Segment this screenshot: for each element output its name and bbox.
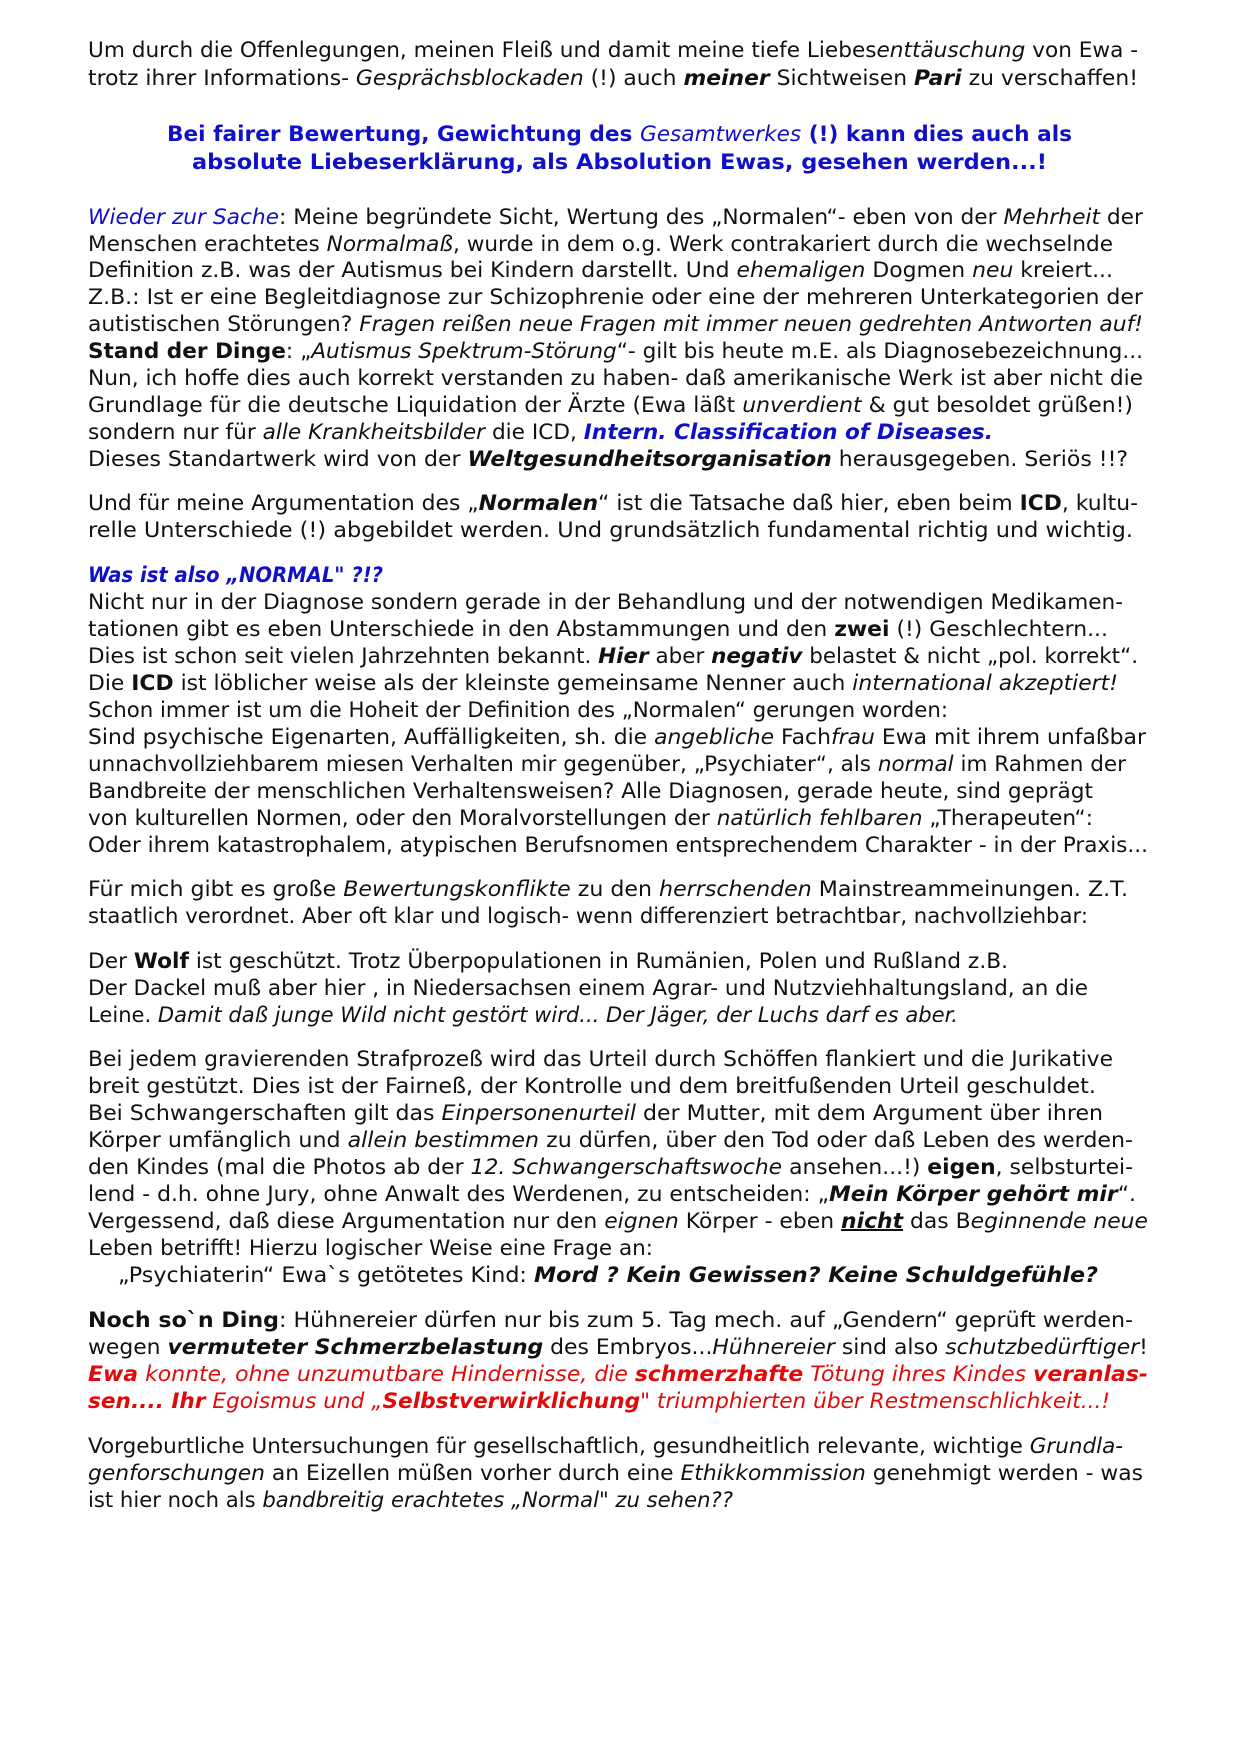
text-run: & gut besoldet grüßen!) [861,393,1133,417]
text-line [88,1433,1123,1459]
text-line [88,1002,958,1028]
text-run: Oder ihrem katastrophalem, atypischen Berufsnomen entsprechendem Charakter - in der Praxis... [88,833,1149,857]
text-run: 12. Schwangerschaftswoche [470,1155,783,1179]
text-line [88,517,1133,543]
text-run: Gesamtwerkes [639,122,802,146]
text-run: absolute Liebeserklärung, als Absolution Ewas, gesehen werden...! [191,150,1047,174]
text-run: der Mutter, mit dem Argument über ihren [636,1101,1103,1125]
text-run: Egoismus und „ [205,1389,383,1413]
text-line [88,670,1118,696]
text-run: wegen [88,1335,168,1359]
text-run: Tötung ihres Kindes [803,1362,1034,1386]
text-run: das B [903,1209,971,1233]
text-run: die ICD, [485,420,584,444]
text-run: herausgegeben. Seriös !!? [831,447,1129,471]
text-run: Weltgesundheitsorganisation [467,447,832,471]
text-line [88,948,1008,974]
text-line [88,805,1093,831]
text-line [88,37,1138,63]
text-run: breit gestützt. Dies ist der Fairneß, der Kontrolle und dem breitfußenden Urteil geschuldet. [88,1074,1096,1098]
text-run: Vergessend, daß diese Argumentation nur den [88,1209,605,1233]
text-run: nicht [841,1209,904,1233]
text-run: : Meine begründete Sicht, Wertung des „Normalen“- eben von der [279,205,1004,229]
text-line [88,643,1138,669]
text-run: Normalen [478,491,599,515]
text-run: eigen [927,1155,996,1179]
text-run: „Psychiaterin“ Ewa`s getötetes Kind: [118,1263,534,1287]
text-run: : Hühnereier dürfen nur bis zum 5. Tag mech. auf „Gendern“ geprüft werden- [278,1308,1133,1332]
text-run: trotz ihrer Informations- [88,66,356,90]
text-line [88,311,1143,337]
text-line [88,365,1143,391]
text-run: ansehen...!) [782,1155,928,1179]
text-run: von Ewa - [1025,38,1139,62]
text-run: Körper umfänglich und [88,1128,348,1152]
text-run: Dogmen [865,258,973,282]
text-run: ICD [131,671,174,695]
text-line [88,284,1143,310]
text-run: Leine. [88,1003,158,1027]
text-run: natürlich fehlbaren [716,806,923,830]
text-run: Nun, ich hoffe dies auch korrekt verstanden zu haben- daß amerikanische Werk ist aber nicht die [88,366,1143,390]
text-run: eginnende neue [970,1209,1148,1233]
text-line [88,616,1108,642]
text-run: zu den [570,877,660,901]
text-line [88,1235,653,1261]
text-run: (!) Geschlechtern... [889,617,1108,641]
text-line [88,589,1123,615]
text-line [88,1127,1133,1153]
text-run: , selbsturtei- [995,1155,1133,1179]
text-run: Wolf [133,949,189,973]
text-run: relle Unterschiede (!) abgebildet werden. Und grundsätzlich fundamental richtig und wichtig. [88,518,1133,542]
text-run: Pari [914,66,962,90]
text-run: Der Dackel muß aber hier , in Niedersachsen einem Agrar- und Nutzviehhaltungsland, an die [88,976,1089,1000]
text-line [88,1154,1133,1180]
text-line [88,751,1126,777]
text-line [88,1307,1133,1333]
text-run: Mainstreammeinungen. Z.T. [811,877,1129,901]
text-run: veranlas- [1033,1362,1149,1386]
text-run: Dies ist schon seit vielen Jahrzehnten bekannt. [88,644,599,668]
text-run: Schon immer ist um die Hoheit der Definition des „Normalen“ gerungen worden: [88,698,949,722]
text-run: im Rahmen der [953,752,1126,776]
text-run: sondern nur für [88,420,263,444]
text-run: autistischen Störungen? [88,312,360,336]
text-run: Ewa [88,1362,139,1386]
text-line [88,724,1146,750]
highlight-heading [0,121,1239,147]
text-run: “. [1117,1182,1137,1206]
text-run: , wurde in dem o.g. Werk contrakariert durch die wechselnde [452,232,1114,256]
text-run: Ethikkommission [680,1461,866,1485]
text-run: “ ist die Tatsache daß hier, eben beim [598,491,1020,515]
text-run: Grundlage für die deutsche Liquidation der Ärzte (Ewa läßt [88,393,743,417]
text-run: Autismus Spektrum-Störung [311,339,617,363]
text-run: alle Krankheitsbilder [262,420,486,444]
text-run: meiner [683,66,770,90]
text-run: ist hier noch als [88,1488,263,1512]
text-line [88,832,1148,858]
text-run: Für mich gibt es große [88,877,344,901]
text-run: ist geschützt. Trotz Überpopulationen in Rumänien, Polen und Rußland z.B. [188,949,1009,973]
text-run: belastet & nicht „pol. korrekt“. [802,644,1139,668]
text-run: Sichtweisen [769,66,915,90]
text-run: angebliche [654,725,775,749]
text-run: , kultu- [1061,491,1138,515]
text-run: tationen gibt es eben Unterschiede in den Abstammungen und den [88,617,835,641]
text-run: unnachvollziehbarem miesen Verhalten mir gegenüber, „Psychiater“, als [88,752,878,776]
text-line [88,1181,1136,1207]
text-run: staatlich verordnet. Aber oft klar und logisch- wenn differenziert betrachtbar, nachvollziehbar: [88,904,1088,928]
text-run: Dieses Standartwerk wird von der [88,447,468,471]
text-run: genehmigt werden - was [865,1461,1143,1485]
text-run: Noch so`n Ding [88,1308,279,1332]
text-line [88,1046,1113,1072]
question-line [118,1262,1098,1288]
text-run: genforschungen [88,1461,265,1485]
text-run: Und für meine Argumentation des „ [88,491,479,515]
text-run: Hühnereier [712,1335,835,1359]
text-run: schutzbedürftiger [945,1335,1140,1359]
text-run: ICD [1019,491,1062,515]
text-run: " triumphierten über Restmenschlichkeit...! [640,1389,1111,1413]
text-run: normal [877,752,954,776]
text-run: Vorgeburtliche Untersuchungen für gesellschaftlich, gesundheitlich relevante, wichtige [88,1434,1030,1458]
text-run: " zu sehen?? [598,1488,733,1512]
text-line [88,490,1138,516]
text-line [88,257,1113,283]
text-line [88,65,1138,91]
text-run: Mehrheit [1003,205,1100,229]
text-run: Bei jedem gravierenden Strafprozeß wird das Urteil durch Schöffen flankiert und die Jurikative [88,1047,1113,1071]
highlight-heading [0,149,1239,175]
section-heading [88,562,383,588]
text-run: eignen [604,1209,679,1233]
text-line [88,1208,1148,1234]
text-line [88,392,1133,418]
text-run: Menschen erachtetes [88,232,327,256]
text-run: konnte, ohne unzumutbare Hindernisse, die [138,1362,635,1386]
text-run: kreiert... [1013,258,1113,282]
text-run: Leben betrifft! Hierzu logischer Weise eine Frage an: [88,1236,653,1260]
text-line [88,419,993,445]
text-run: international akzeptiert! [852,671,1118,695]
text-run: der [1099,205,1143,229]
text-run: unverdient [742,393,862,417]
text-line [88,1460,1143,1486]
text-run: “- gilt bis heute m.E. als Diagnosebezeichnung... [616,339,1143,363]
text-run: Sind psychische Eigenarten, Auffälligkeiten, sh. die [88,725,655,749]
text-run: (!) auch [583,66,684,90]
text-run: an Eizellen müßen vorher durch eine [264,1461,681,1485]
text-run: vermuteter Schmerzbelastung [167,1335,544,1359]
text-run: Ewa mit ihrem unfaßbar [874,725,1146,749]
text-line [88,697,948,723]
text-run: den Kindes (mal die Photos ab der [88,1155,471,1179]
text-run: Einpersonenurteil [441,1101,637,1125]
text-run: Mein Körper gehört mir [828,1182,1118,1206]
text-line [88,446,1128,472]
text-run: Intern. Classification of Diseases. [583,420,993,444]
text-run: Die [88,671,132,695]
text-run: enttäuschung [876,38,1026,62]
text-line [88,876,1128,902]
text-run: zu dürfen, über den Tod oder daß Leben des werden- [539,1128,1134,1152]
text-run: Was ist also „NORMAL" ?!? [88,563,384,587]
text-run: Fach [774,725,831,749]
text-run: herrschenden [659,877,812,901]
text-line [88,1073,1096,1099]
text-run: ehemaligen [736,258,866,282]
text-line [88,1487,733,1513]
text-run: Gesprächsblockaden [355,66,584,90]
text-line [88,975,1088,1001]
text-run: Bandbreite der menschlichen Verhaltensweisen? Alle Diagnosen, gerade heute, sind geprägt [88,779,1093,803]
text-run: aber [648,644,712,668]
text-run: von kulturellen Normen, oder den Moralvorstellungen der [88,806,717,830]
text-run: Wieder zur Sache [88,205,280,229]
red-emphasis-line [88,1388,1110,1414]
text-run: des Embryos... [543,1335,713,1359]
text-line [88,338,1143,364]
text-run: Z.B.: Ist er eine Begleitdiagnose zur Schizophrenie oder eine der mehreren Unterkategorien der [88,285,1143,309]
text-line [88,778,1093,804]
text-run: Mord ? Kein Gewissen? Keine Schuldgefühle? [533,1263,1098,1287]
text-run: Fragen reißen neue Fragen mit immer neuen gedrehten Antworten auf! [359,312,1143,336]
text-run: (!) kann dies auch als [801,122,1073,146]
text-run: lend - d.h. ohne Jury, ohne Anwalt des Werdenen, zu entscheiden: „ [88,1182,829,1206]
text-run: Der [88,949,134,973]
text-run: Körper - eben [678,1209,842,1233]
text-run: Grundla- [1029,1434,1124,1458]
text-run: frau [830,725,875,749]
text-line [88,1100,1103,1126]
text-run: schmerzhafte [634,1362,804,1386]
text-run: Hier [598,644,649,668]
text-run: „Therapeuten“: [922,806,1094,830]
text-run: Nicht nur in der Diagnose sondern gerade in der Behandlung und der notwendigen Medikamen- [88,590,1124,614]
text-run: sen.... Ihr [88,1389,206,1413]
text-run: bandbreitig erachtetes „Normal [262,1488,599,1512]
text-run: zu verschaffen! [961,66,1138,90]
text-line [88,204,1143,230]
text-run: Bei fairer Bewertung, Gewichtung des [166,122,640,146]
text-run: neu [972,258,1014,282]
text-run: Definition z.B. was der Autismus bei Kindern darstellt. Und [88,258,737,282]
text-run: Stand der Dinge [88,339,286,363]
text-run: : „ [285,339,312,363]
text-run: Um durch die Offenlegungen, meinen Fleiß und damit meine tiefe Liebes [88,38,877,62]
text-run: allein bestimmen [347,1128,540,1152]
text-run: Bewertungskonflikte [343,877,571,901]
text-run: ! [1139,1335,1148,1359]
text-line [88,1334,1148,1360]
text-line [88,231,1113,257]
text-line [88,903,1088,929]
text-run: Normalmaß [326,232,453,256]
text-run: Selbstverwirklichung [382,1389,641,1413]
text-run: zwei [834,617,890,641]
text-run: ist löblicher weise als der kleinste gemeinsame Nenner auch [173,671,853,695]
text-run: sind also [834,1335,946,1359]
text-run: Bei Schwangerschaften gilt das [88,1101,442,1125]
text-run: negativ [711,644,803,668]
red-emphasis-line [88,1361,1148,1387]
text-run: Damit daß junge Wild nicht gestört wird... Der Jäger, der Luchs darf es aber. [157,1003,959,1027]
